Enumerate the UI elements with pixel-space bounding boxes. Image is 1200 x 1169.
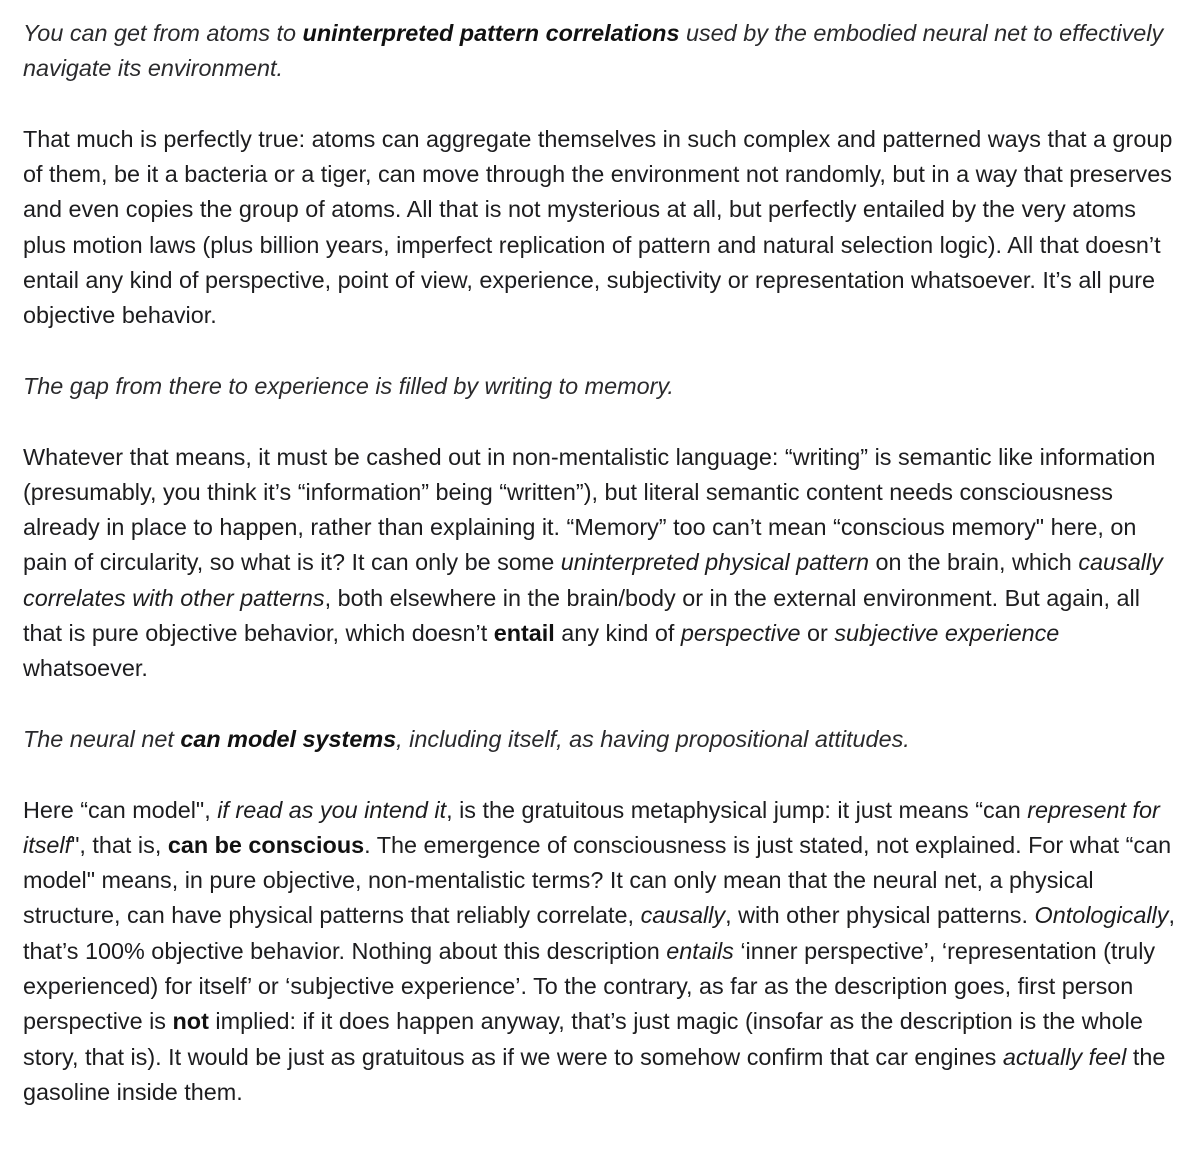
text-run: the gasoline inside them.	[23, 1043, 1166, 1105]
italic-phrase: actually feel	[1002, 1043, 1127, 1070]
text-run: , that’s 100% objective behavior. Nothing about this description	[23, 902, 1175, 964]
quote-paragraph-2	[23, 369, 1180, 404]
text-run: , with other physical patterns.	[725, 902, 1035, 929]
text-run: whatsoever.	[23, 655, 148, 682]
text-run: You can get from atoms to	[23, 20, 303, 46]
italic-phrase: causally	[640, 902, 726, 929]
text-run: The neural net	[23, 725, 181, 752]
text-run: ‘inner perspective’, ‘representation (truly experienced) for itself’ or ‘subjective experience’. To the contrary, as far as the description goes, first person perspective is	[23, 937, 1156, 1035]
text-run: , including itself, as having propositional attitudes.	[396, 725, 910, 752]
italic-phrase: causally correlates with other patterns	[23, 549, 1163, 611]
italic-phrase: entails	[666, 937, 734, 964]
text-run: Here “can model",	[23, 796, 218, 823]
response-paragraph-3	[23, 793, 1180, 1111]
text-run: implied: if it does happen anyway, that’s just magic (insofar as the description is the whole story, that is). It would be just as gratuitous as if we were to somehow confirm that car engines	[23, 1008, 1143, 1070]
response-paragraph-1	[23, 122, 1180, 334]
bold-phrase: not	[172, 1008, 209, 1035]
italic-phrase: subjective experience	[834, 620, 1060, 647]
text-run: ", that is,	[71, 831, 168, 858]
text-run: used by the embodied neural net to effectively navigate its environment.	[23, 20, 1164, 82]
text-run: . The emergence of consciousness is just stated, not explained. For what “can model" means, in pure objective, non-mentalistic terms? It can only mean that the neural net, a physical structure, can have physical patterns that reliably correlate,	[23, 831, 1172, 929]
bold-phrase: uninterpreted pattern correlations	[302, 20, 680, 46]
text-run: , both elsewhere in the brain/body or in the external environment. But again, all that is pure objective behavior, which doesn’t	[23, 584, 1140, 647]
text-run: any kind of	[554, 620, 681, 647]
quote-paragraph-1	[23, 16, 1180, 87]
quote-paragraph-3	[23, 722, 1180, 757]
italic-phrase: uninterpreted physical pattern	[560, 549, 869, 576]
text-run: , is the gratuitous metaphysical jump: it just means “can	[446, 796, 1028, 823]
italic-phrase: if read as you intend it	[217, 796, 447, 823]
italic-phrase: perspective	[680, 620, 801, 647]
text-run: or	[800, 620, 835, 647]
text-run: Whatever that means, it must be cashed out in non-mentalistic language: “writing” is semantic like information (presumably, you think it’s “information” being “written”), but literal semantic content needs consciousness already in place to happen, rather than explaining it. “Memory” too can’t mean “conscious memory" here, on pain of circularity, so what is it? It can only be some	[23, 443, 1156, 576]
text-run: That much is perfectly true: atoms can aggregate themselves in such complex and patterned ways that a group of them, be it a bacteria or a tiger, can move through the environment not randomly, but in a way that preserves and even copies the group of atoms. All that is not mysterious at all, but perfectly entailed by the very atoms plus motion laws (plus billion years, imperfect replication of pattern and natural selection logic). All that doesn’t entail any kind of perspective, point of view, experience, subjectivity or representation whatsoever. It’s all pure objective behavior.	[23, 125, 1173, 329]
text-run: The gap from there to experience is filled by writing to memory.	[23, 372, 674, 399]
text-run: on the brain, which	[868, 549, 1079, 576]
bold-phrase: can model systems	[180, 725, 397, 752]
response-paragraph-2	[23, 440, 1180, 687]
italic-phrase: Ontologically	[1034, 902, 1169, 929]
bold-phrase: can be conscious	[167, 831, 365, 858]
italic-phrase: represent for itself	[23, 796, 1160, 858]
bold-phrase: entail	[493, 620, 555, 647]
